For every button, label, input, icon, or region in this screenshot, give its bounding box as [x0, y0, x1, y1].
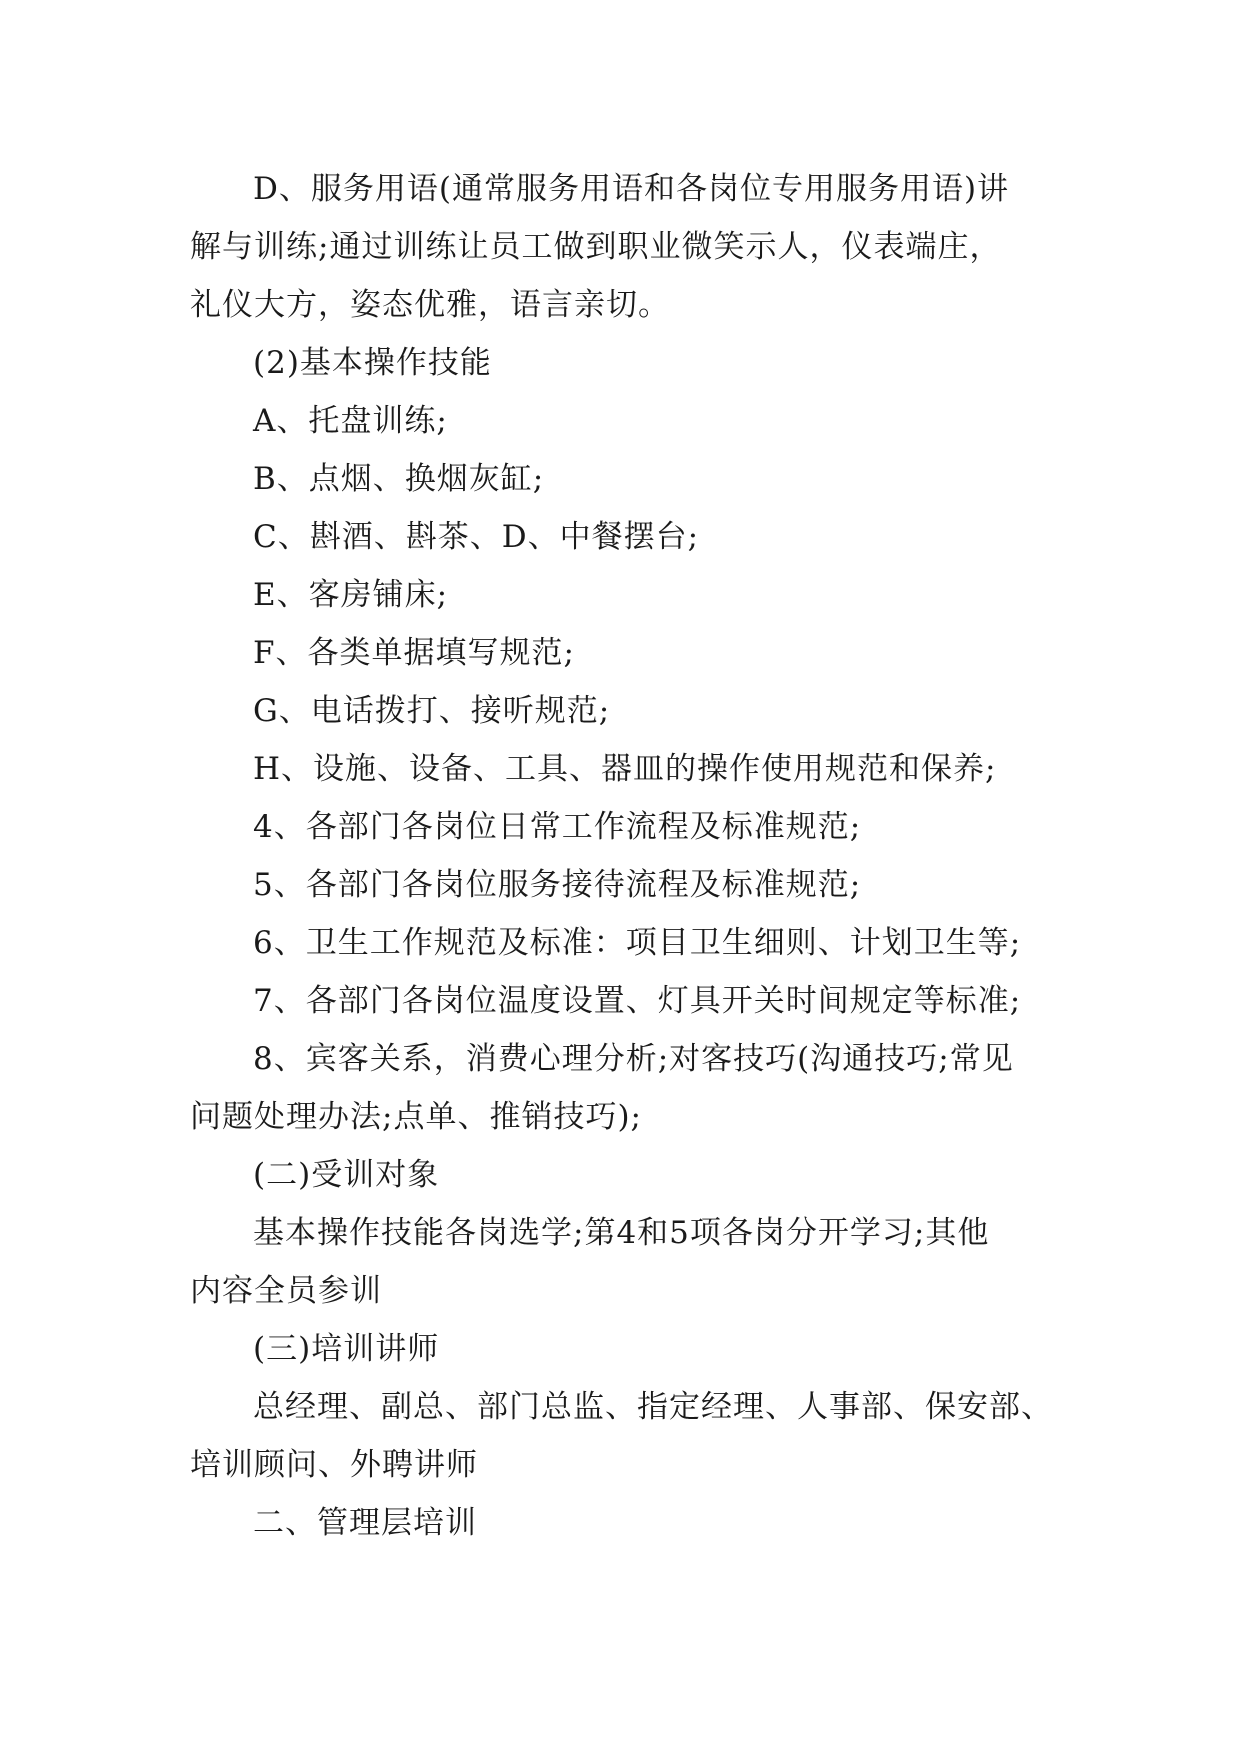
- paragraph-line: H、设施、设备、工具、器皿的操作使用规范和保养;: [253, 751, 997, 787]
- list-item-temperature: [190, 972, 1050, 1030]
- paragraph-line: 解与训练;通过训练让员工做到职业微笑示人，仪表端庄，: [190, 229, 1002, 265]
- heading-trainees: [190, 1146, 1050, 1204]
- list-item-cigarette: [190, 450, 1050, 508]
- paragraph-line: 总经理、副总、部门总监、指定经理、人事部、保安部、: [253, 1389, 1053, 1425]
- heading-management-training: [190, 1494, 1050, 1552]
- list-item-workflow: [190, 798, 1050, 856]
- paragraph-line: A、托盘训练;: [253, 403, 448, 439]
- list-item-service-flow: [190, 856, 1050, 914]
- paragraph-line: 4、各部门各岗位日常工作流程及标准规范;: [253, 809, 862, 845]
- document-body: [190, 160, 1053, 1552]
- paragraph-line: (三)培训讲师: [253, 1331, 440, 1367]
- paragraph-line: 二、管理层培训: [253, 1505, 477, 1541]
- paragraph-line: 培训顾问、外聘讲师: [190, 1447, 478, 1483]
- heading-basic-skills: [190, 334, 1050, 392]
- heading-trainers: [190, 1320, 1050, 1378]
- paragraph-line: D、服务用语(通常服务用语和各岗位专用服务用语)讲: [253, 171, 1010, 207]
- paragraph-line: 5、各部门各岗位服务接待流程及标准规范;: [253, 867, 862, 903]
- paragraph-line: B、点烟、换烟灰缸;: [253, 461, 545, 497]
- paragraph-trainees: [190, 1204, 1050, 1320]
- list-item-pour: [190, 508, 1050, 566]
- paragraph-line: E、客房铺床;: [253, 577, 449, 613]
- list-item-hygiene: [190, 914, 1050, 972]
- paragraph-line: 基本操作技能各岗选学;第4和5项各岗分开学习;其他: [253, 1215, 990, 1251]
- paragraph-line: (二)受训对象: [253, 1157, 440, 1193]
- list-item-tray: [190, 392, 1050, 450]
- paragraph-line: 6、卫生工作规范及标准：项目卫生细则、计划卫生等;: [253, 925, 1022, 961]
- paragraph-line: 8、宾客关系，消费心理分析;对客技巧(沟通技巧;常见: [253, 1041, 1014, 1077]
- paragraph-line: F、各类单据填写规范;: [253, 635, 575, 671]
- list-item-forms: [190, 624, 1050, 682]
- list-item-phone: [190, 682, 1050, 740]
- paragraph-trainers: [190, 1378, 1053, 1494]
- paragraph-line: C、斟酒、斟茶、D、中餐摆台;: [253, 519, 700, 555]
- list-item-bed: [190, 566, 1050, 624]
- paragraph-line: 礼仪大方，姿态优雅，语言亲切。: [190, 287, 670, 323]
- paragraph-line: 问题处理办法;点单、推销技巧);: [190, 1099, 642, 1135]
- list-item-equipment: [190, 740, 1050, 798]
- paragraph-line: 内容全员参训: [190, 1273, 382, 1309]
- paragraph-service-language: [190, 160, 1050, 334]
- list-item-guest-relations: [190, 1030, 1050, 1146]
- paragraph-line: (2)基本操作技能: [253, 345, 492, 381]
- paragraph-line: 7、各部门各岗位温度设置、灯具开关时间规定等标准;: [253, 983, 1022, 1019]
- paragraph-line: G、电话拨打、接听规范;: [253, 693, 611, 729]
